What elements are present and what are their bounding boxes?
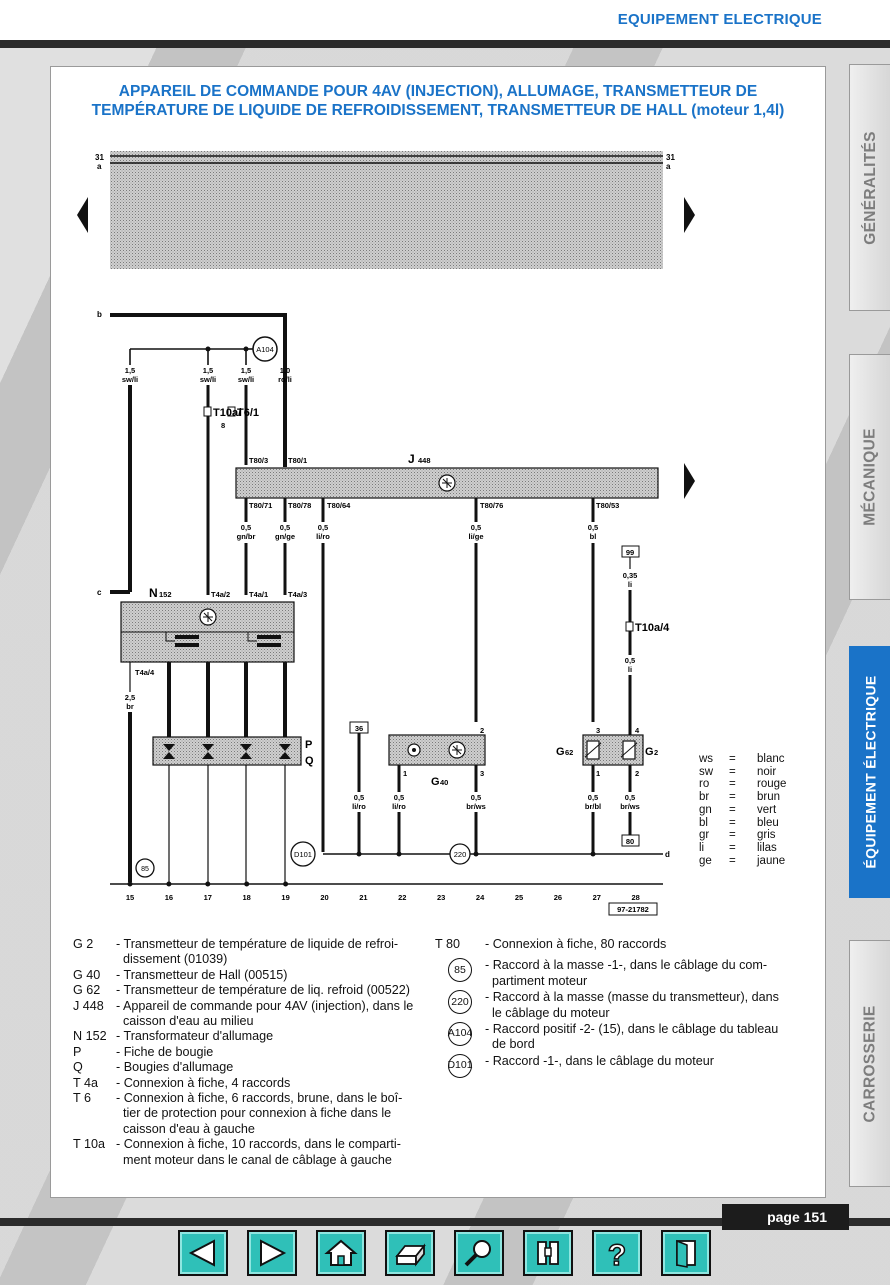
legend-line: - Raccord à la masse -1-, dans le câblage du com-: [485, 958, 768, 973]
component-legend-right: [435, 937, 807, 1079]
svg-text:0,5: 0,5: [317, 523, 329, 532]
svg-text:1,5: 1,5: [124, 366, 136, 375]
ruler-label: 27: [592, 893, 601, 902]
home-icon: [324, 1238, 358, 1268]
legend-line: partiment moteur: [485, 973, 588, 988]
wire-b: [110, 315, 285, 467]
header-rule: [0, 40, 890, 48]
legend-entry: [73, 1029, 438, 1044]
color-legend-eq: =: [729, 816, 736, 829]
g2-label: G: [645, 746, 654, 758]
svg-text:ro/li: ro/li: [278, 375, 292, 384]
legend-description: caisson d'eau au milieu: [116, 1014, 254, 1029]
ruler-label: 20: [320, 893, 329, 902]
svg-text:T4a/4: T4a/4: [135, 668, 155, 677]
svg-text:2: 2: [654, 748, 659, 757]
svg-text:1: 1: [596, 769, 601, 778]
legend-entry: [73, 1091, 438, 1106]
binoculars-icon: [531, 1238, 565, 1268]
line-d-label: d: [665, 850, 670, 859]
legend-code: [435, 1022, 485, 1053]
svg-text:1,5: 1,5: [202, 366, 214, 375]
legend-code: [73, 1014, 116, 1029]
ruler-node: [166, 882, 171, 887]
color-legend-row: [699, 791, 786, 804]
color-legend-eq: =: [729, 841, 736, 854]
color-legend-row: [699, 753, 786, 766]
section-title: EQUIPEMENT ELECTRIQUE: [617, 11, 822, 28]
ground-point-symbol: A104: [448, 1022, 472, 1046]
side-tab-2[interactable]: [849, 646, 890, 898]
printer-icon: [393, 1238, 427, 1268]
side-tab-3[interactable]: [849, 940, 890, 1187]
color-legend-name: rouge: [757, 778, 787, 791]
contents-button[interactable]: [523, 1230, 573, 1276]
legend-description: dissement (01039): [116, 952, 228, 967]
legend-description: [485, 937, 807, 952]
p-label: P: [305, 739, 313, 751]
svg-text:62: 62: [565, 748, 574, 757]
color-legend-abbr: br: [699, 791, 710, 804]
side-tab-label: CARROSSERIE: [861, 1005, 879, 1122]
legend-code: N 152: [73, 1029, 107, 1044]
connector-t6-1: T6/1: [237, 407, 260, 419]
legend-entry: [435, 958, 807, 989]
legend-code: T 80: [435, 937, 460, 951]
svg-text:T4a/3: T4a/3: [288, 590, 308, 599]
svg-text:1,0: 1,0: [279, 366, 291, 375]
color-legend-row: [699, 766, 786, 779]
ruler-node: [205, 882, 210, 887]
ruler-label: 18: [242, 893, 251, 902]
svg-text:0,5: 0,5: [624, 793, 636, 802]
svg-text:0,5: 0,5: [353, 793, 365, 802]
legend-description: - Connexion à fiche, 6 raccords, brune, dans le boî-: [116, 1091, 403, 1106]
legend-description: - Connexion à fiche, 4 raccords: [116, 1075, 291, 1090]
svg-text:1: 1: [403, 769, 408, 778]
side-tab-label: GÉNÉRALITÉS: [861, 130, 879, 245]
legend-code: G 40: [73, 967, 101, 982]
ruler-node: [283, 882, 288, 887]
color-legend-name: lilas: [757, 841, 777, 854]
side-tab-label: MÉCANIQUE: [861, 428, 879, 526]
color-legend-row: [699, 817, 786, 830]
legend-code: [73, 1106, 116, 1121]
legend-entry: [73, 1014, 438, 1029]
legend-description: [485, 1022, 807, 1053]
svg-text:3: 3: [596, 726, 601, 735]
box-80: 80: [625, 837, 635, 846]
left-triangle-icon: [186, 1238, 220, 1268]
color-legend-row: [699, 804, 786, 817]
color-legend-name: vert: [757, 803, 777, 816]
legend-line: - Raccord -1-, dans le câblage du moteur: [485, 1053, 714, 1068]
color-legend-abbr: ws: [699, 753, 714, 765]
legend-entry: [73, 1045, 438, 1060]
svg-text:br/bl: br/bl: [584, 802, 602, 811]
svg-text:2: 2: [635, 769, 640, 778]
legend-line: - Raccord positif -2- (15), dans le câblage du tableau: [485, 1022, 779, 1037]
svg-text:bl: bl: [589, 532, 597, 541]
a104-marker: A104: [256, 345, 274, 354]
n152-label: N: [149, 586, 158, 600]
color-legend-abbr: gn: [699, 803, 712, 816]
legend-line: de bord: [485, 1037, 535, 1052]
legend-description: - Transmetteur de Hall (00515): [116, 967, 288, 982]
svg-text:40: 40: [440, 778, 449, 787]
previous-page-button[interactable]: [178, 1230, 228, 1276]
legend-entry: [73, 952, 438, 967]
line-c-label: c: [97, 588, 102, 597]
legend-description: - Bougies d'allumage: [116, 1060, 234, 1075]
continue-arrow-icon[interactable]: [684, 463, 695, 499]
ruler-label: 17: [203, 893, 212, 902]
legend-code: [73, 1153, 116, 1168]
color-legend-eq: =: [729, 778, 736, 791]
svg-text:152: 152: [159, 590, 172, 599]
legend-code: G 2: [73, 937, 94, 951]
next-page-button[interactable]: [247, 1230, 297, 1276]
svg-text:br/ws: br/ws: [620, 802, 640, 811]
color-legend-name: noir: [757, 765, 777, 778]
svg-text:li: li: [627, 665, 633, 674]
legend-description: [485, 958, 807, 989]
svg-text:8: 8: [221, 421, 226, 430]
color-legend-row: [699, 842, 786, 855]
right-triangle-icon: [255, 1238, 289, 1268]
print-button[interactable]: [385, 1230, 435, 1276]
color-legend-abbr: sw: [699, 765, 714, 778]
svg-text:1,5: 1,5: [240, 366, 252, 375]
svg-text:br/ws: br/ws: [466, 802, 486, 811]
svg-text:T80/71: T80/71: [249, 501, 273, 510]
svg-text:li/ro: li/ro: [316, 532, 330, 541]
bus-label-31-right: 31: [666, 153, 675, 162]
exit-door-icon: [669, 1238, 703, 1268]
legend-description: - Transformateur d'allumage: [116, 1029, 274, 1044]
legend-code: Q: [73, 1060, 83, 1075]
svg-text:sw/li: sw/li: [237, 375, 255, 384]
legend-entry: [73, 983, 438, 998]
svg-text:0,5: 0,5: [393, 793, 405, 802]
ruler-label: 19: [281, 893, 290, 902]
legend-code: T 10a: [73, 1137, 105, 1152]
legend-line: - Connexion à fiche, 80 raccords: [485, 937, 667, 951]
legend-entry: [73, 968, 438, 983]
svg-text:T80/3: T80/3: [249, 456, 269, 465]
page-number: page 151: [722, 1204, 849, 1230]
ground-220-marker: 220: [453, 850, 467, 859]
legend-entry: [73, 999, 438, 1014]
legend-entry: [435, 937, 807, 952]
color-legend-eq: =: [729, 803, 736, 816]
line-b-label: b: [97, 310, 102, 319]
ground-85-marker: 85: [141, 866, 149, 873]
document-page: [50, 66, 826, 1198]
d101-marker: D101: [294, 850, 312, 859]
color-legend-name: gris: [757, 829, 776, 842]
svg-text:T80/78: T80/78: [288, 501, 312, 510]
svg-text:li/ro: li/ro: [352, 802, 366, 811]
legend-description: ment moteur dans le canal de câblage à gauche: [116, 1152, 392, 1167]
g40-hall-sender: [389, 735, 485, 765]
legend-description: - Appareil de commande pour 4AV (injection), dans le: [116, 998, 414, 1013]
legend-code: [73, 1122, 116, 1137]
box-36: 36: [354, 724, 364, 733]
legend-entry: [435, 1054, 807, 1078]
g62-label: G: [556, 746, 565, 758]
ruler-label: 23: [437, 893, 446, 902]
ruler-label: 25: [514, 893, 524, 902]
legend-code: [435, 1054, 485, 1078]
home-button[interactable]: [316, 1230, 366, 1276]
ruler-label: 22: [398, 893, 407, 902]
legend-description: tier de protection pour connexion à fiche dans le: [116, 1106, 392, 1121]
legend-description: - Fiche de bougie: [116, 1044, 214, 1059]
svg-text:3: 3: [480, 769, 485, 778]
prev-arrow-icon[interactable]: [77, 197, 88, 233]
svg-text:T80/1: T80/1: [288, 456, 308, 465]
color-legend-name: brun: [757, 791, 781, 804]
magnifier-icon: [462, 1238, 496, 1268]
legend-line: - Raccord à la masse (masse du transmetteur), dans: [485, 990, 779, 1005]
color-legend-abbr: ro: [699, 778, 710, 791]
color-legend-name: blanc: [757, 753, 785, 765]
color-legend-eq: =: [729, 791, 736, 804]
q-label: Q: [305, 755, 314, 767]
svg-text:sw/li: sw/li: [121, 375, 139, 384]
svg-text:0,5: 0,5: [587, 793, 599, 802]
color-legend-row: [699, 829, 786, 842]
color-legend-eq: =: [729, 829, 736, 842]
help-button[interactable]: [592, 1230, 642, 1276]
svg-text:li/ge: li/ge: [468, 532, 484, 541]
color-legend-eq: =: [729, 753, 736, 765]
legend-code: P: [73, 1044, 82, 1059]
legend-code: [73, 952, 116, 967]
ground-point-symbol: D101: [448, 1054, 472, 1078]
wire-color-legend: [699, 753, 786, 867]
diagram-reference: 97-21782: [617, 905, 649, 914]
svg-text:0,5: 0,5: [240, 523, 252, 532]
legend-line: le câblage du moteur: [485, 1005, 610, 1020]
legend-description: [485, 990, 807, 1021]
svg-text:0,5: 0,5: [470, 523, 482, 532]
svg-text:T80/64: T80/64: [327, 501, 351, 510]
color-legend-abbr: ge: [699, 854, 712, 867]
svg-text:li/ro: li/ro: [392, 802, 406, 811]
color-legend-eq: =: [729, 765, 736, 778]
legend-code: T 4a: [73, 1075, 98, 1090]
legend-description: - Transmetteur de température de liq. refroid (00522): [116, 983, 410, 998]
legend-description: - Connexion à fiche, 10 raccords, dans le comparti-: [116, 1137, 401, 1152]
legend-entry: [73, 1122, 438, 1137]
svg-text:0,5: 0,5: [587, 523, 599, 532]
ruler-label: 28: [631, 893, 640, 902]
diagram-title-line2: TEMPÉRATURE DE LIQUIDE DE REFROIDISSEMENT, TRANSMETTEUR DE HALL (moteur 1,4l): [91, 102, 785, 119]
color-legend-row: [699, 778, 786, 791]
legend-code: T 6: [73, 1091, 91, 1106]
color-legend-row: [699, 855, 786, 868]
legend-entry: [73, 1060, 438, 1075]
color-legend-name: bleu: [757, 816, 779, 829]
connector-t10a-4: T10a/4: [635, 622, 670, 634]
legend-code: [435, 990, 485, 1021]
legend-entry: [435, 990, 807, 1021]
svg-text:T4a/2: T4a/2: [211, 590, 231, 599]
legend-entry: [435, 1022, 807, 1053]
question-mark-icon: [600, 1238, 634, 1268]
bus-label-a-left: a: [97, 162, 102, 171]
bus-label-31-left: 31: [95, 153, 104, 162]
svg-text:T80/76: T80/76: [480, 501, 504, 510]
color-legend-abbr: gr: [699, 829, 710, 842]
svg-text:2,5: 2,5: [124, 693, 136, 702]
next-arrow-icon[interactable]: [684, 197, 695, 233]
svg-text:448: 448: [418, 456, 431, 465]
bus-bar-area: [110, 151, 663, 269]
side-tab-1[interactable]: [849, 354, 890, 600]
svg-text:2: 2: [480, 726, 485, 735]
legend-code: J 448: [73, 998, 104, 1013]
g40-label: G: [431, 776, 440, 788]
svg-text:0,5: 0,5: [470, 793, 482, 802]
legend-code: G 62: [73, 983, 101, 998]
legend-description: - Transmetteur de température de liquide de refroi-: [116, 937, 399, 951]
color-legend-abbr: bl: [699, 816, 708, 829]
spark-plugs: [153, 737, 301, 765]
svg-text:gn/ge: gn/ge: [275, 532, 295, 541]
ground-point-symbol: 220: [448, 990, 472, 1014]
svg-text:sw/li: sw/li: [199, 375, 217, 384]
component-legend-left: [73, 937, 438, 1168]
connector-t10a-8: T10a/: [213, 407, 242, 419]
svg-text:gn/br: gn/br: [236, 532, 256, 541]
legend-code: [435, 958, 485, 989]
exit-button[interactable]: [661, 1230, 711, 1276]
svg-text:br: br: [126, 702, 134, 711]
svg-text:0,5: 0,5: [279, 523, 291, 532]
ruler-label: 15: [125, 893, 135, 902]
legend-entry: [73, 1076, 438, 1091]
svg-text:T4a/1: T4a/1: [249, 590, 269, 599]
legend-entry: [73, 1137, 438, 1152]
ruler-node: [128, 882, 133, 887]
color-legend-name: jaune: [757, 854, 786, 867]
svg-text:li: li: [627, 580, 633, 589]
ruler-label: 16: [164, 893, 174, 902]
ground-point-symbol: 85: [448, 958, 472, 982]
ruler-label: 21: [359, 893, 368, 902]
legend-entry: [73, 1153, 438, 1168]
legend-description: [485, 1054, 807, 1078]
diagram-title-line1: APPAREIL DE COMMANDE POUR 4AV (INJECTION), ALLUMAGE, TRANSMETTEUR DE: [118, 83, 758, 100]
svg-text:?: ?: [607, 1239, 627, 1268]
svg-text:T80/53: T80/53: [596, 501, 620, 510]
svg-text:4: 4: [635, 726, 640, 735]
box-99: 99: [625, 548, 635, 557]
j448-label: J: [408, 452, 415, 466]
side-tab-0[interactable]: [849, 64, 890, 311]
bus-label-a-right: a: [666, 162, 671, 171]
side-tab-label: ÉQUIPEMENT ÉLECTRIQUE: [862, 675, 879, 869]
color-legend-eq: =: [729, 854, 736, 867]
legend-entry: [73, 1106, 438, 1121]
legend-entry: [73, 937, 438, 952]
color-legend-abbr: li: [699, 841, 705, 854]
ruler-label: 26: [553, 893, 563, 902]
ruler-label: 24: [475, 893, 485, 902]
search-button[interactable]: [454, 1230, 504, 1276]
ruler-node: [244, 882, 249, 887]
svg-text:0,5: 0,5: [624, 656, 636, 665]
legend-description: caisson d'eau à gauche: [116, 1121, 255, 1136]
svg-text:0,35: 0,35: [622, 571, 638, 580]
